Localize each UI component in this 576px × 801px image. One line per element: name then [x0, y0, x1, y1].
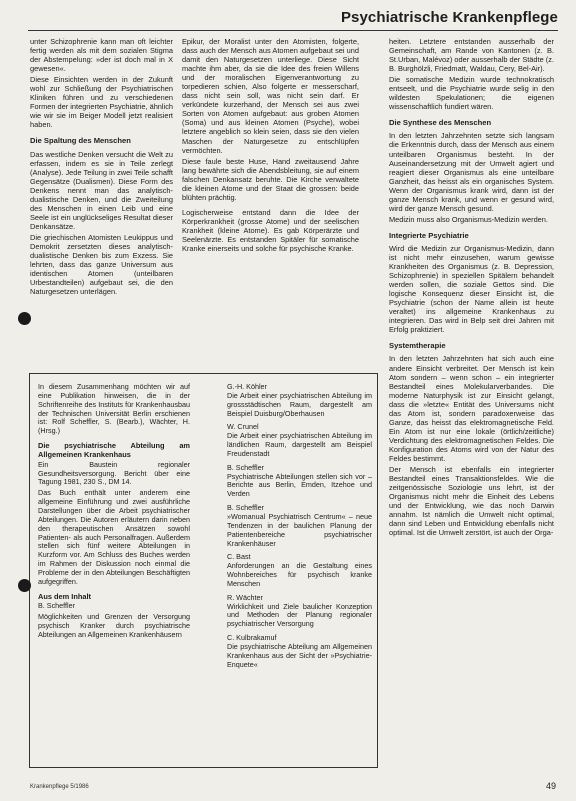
column-1	[30, 37, 173, 355]
book-description: Das Buch enthält unter anderem eine allgemeine Einführung und zwei ausführliche Darstellungen über die Arbeit psychiatrischer Abteilungen. Die Autoren erläutern darin neben den therapeutischen Ansätzen sowohl Patienten- als auch Personalfragen. Außerdem stellen sich fünf weitere Abteilungen in Kurzform vor. Am Schluss des Buches werden im Rahmen der Diskussion noch einmal die Probleme der in den Abteilungen Beschäftigten aufgegriffen.	[38, 488, 190, 586]
box-right-column	[227, 383, 372, 759]
contents-entry	[227, 464, 372, 499]
entry-author: C. Kulbrakamuf	[227, 633, 277, 643]
paragraph: In den letzten Jahrzehnten hat sich auch eine andere Einsicht verbreitet. Der Mensch ist kein Atom sondern – wenn schon – ein integrierter Bestandteil eines Molekularverbandes. Die moderne Naturphysik ist zur Einsicht gelangt, dass die »letzte« Entität des Universums nicht das Atom ist, sondern paradoxerweise das Ganze, das heisst das elektromagnetische Feld. Ein Atom ist nur eine lokale (örtlich/zeitliche) Verdichtung des elektromagnetischen Feldes. Die Konfiguration des Atoms wird von der Natur des Feldes bestimmt.	[389, 354, 554, 463]
section-title: Psychiatrische Krankenpflege	[340, 9, 558, 26]
box-intro: In diesem Zusammenhang möchten wir auf eine Publikation hinweisen, die in der Schriftenreihe des Instituts für Krankenhausbau der Technischen Universität Berlin erschienen ist: Rolf Scheffler, S. (Bearb.), Wächter, H. (Hrsg.)	[38, 383, 190, 436]
binder-hole	[18, 312, 31, 325]
contents-entry	[227, 553, 372, 588]
contents-title: Möglichkeiten und Grenzen der Versorgung psychisch Kranker durch psychiatrische Abteilungen an Allgemeinen Krankenhäusern	[38, 612, 190, 639]
paragraph: Logischerweise entstand dann die Idee der Körperkrankheit (grosse Atome) und der seelischen Krankheit (kleine Atome). Es gab Körperärzte und Seelenärzte. Es entstanden Spitäler für somatische Kranke einerseits und solche für psychische Kranke.	[182, 207, 359, 254]
entry-title: Die Arbeit einer psychiatrischen Abteilung im ländlichen Raum, dargestellt am Beispiel Freudenstadt	[227, 431, 372, 458]
paragraph: In den letzten Jahrzehnten setzte sich langsam die Erkenntnis durch, dass der Mensch aus einem unteilbaren Organismus besteht. In der Auseinandersetzung mit der Umwelt agiert und reagiert dieser Organismus als eine unteilbare Ganzheit, das heisst als ein organisches System. Wenn der Organismus krank wird, dann ist der ganze Mensch krank, und wenn er gesund wird, wird der ganze Mensch gesund.	[389, 131, 554, 213]
entry-author: G.-H. Köhler	[227, 383, 267, 391]
contents-entry	[227, 504, 372, 548]
paragraph: Diese faule beste Huse, Hand zweitausend Jahre lang bewährte sich die Abendsbleitung, sie auf einem falschen Denkansatz beruhte. Die Kirche verwaltete die kleinen Atome und der Staat die grossen: beide blühten prächtig.	[182, 156, 359, 202]
paragraph: heiten. Letztere entstanden ausserhalb der Gemeinschaft, am Rande von Kantonen (z. B. St.Urban, Malévoz) oder ausserhalb der Städte (z. B. Burghölzli, Friedmatt, Waldau, Cery, Bel-Air).	[389, 37, 554, 74]
binder-hole	[18, 579, 31, 592]
publication-box	[29, 373, 378, 768]
paragraph: Die griechischen Atomisten Leukippus und Demokrit zersetzten dieses analytisch-dualistische Denken bis zum Exzess. Sie lehrten, dass das ganze Universum aus identischen Atomen (unteilbaren Urbestandteilen) aufgebaut sei, die den Naturgesetzen unterlägen.	[30, 232, 173, 297]
entry-title: Wirklichkeit und Ziele baulicher Konzeption und Methoden der Planung regionaler psychiatrischer Versorgung	[227, 601, 372, 629]
entry-author: C. Bast	[227, 552, 251, 562]
paragraph: Diese Einsichten werden in der Zukunft wohl zur Schließung der Psychiatrischen Kliniken führen und zu verschiedenen Formen der integrierten Psychiatrie, ähnlich wie wir sie im Beiger Modell jetzt realisiert haben.	[30, 75, 173, 130]
paragraph: unter Schizophrenie kann man oft leichter fertig werden als mit dem sozialen Stigma der Abstempelung: »der ist doch mal in X gewesen«.	[30, 37, 173, 74]
subheading-spaltung: Die Spaltung des Menschen	[30, 136, 131, 146]
column-3	[389, 37, 554, 777]
entry-author: W. Crunel	[227, 422, 259, 432]
entry-author: B. Scheffler	[227, 503, 265, 513]
entry-title: Die Arbeit einer psychiatrischen Abteilung im grossstädtischen Raum, dargestellt am Beispiel Duisburg/Oberhausen	[227, 390, 372, 418]
box-left-column	[38, 383, 190, 759]
paragraph: Das westliche Denken versucht die Welt zu erfassen, indem es sie in Teile zerlegt (Analyse). Jede Teilung in zwei Teile schafft Gegensätze (Dualismen). Diese Form des Denkens nennt man das analytisch-dualistische Denken, und die Zweiteilung des Menschen in einen Leib und eine Seele ist ein unglückseliges Resultat dieser Denkansätze.	[30, 149, 173, 231]
entry-title: Anforderungen an die Gestaltung eines Wohnbereiches für psychisch kranke Menschen	[227, 561, 372, 588]
paragraph: Medizin muss also Organismus-Medizin werden.	[389, 214, 548, 224]
page-number: 49	[545, 781, 556, 791]
contents-entry	[227, 423, 372, 458]
book-details: Ein Baustein regionaler Gesundheitsversorgung. Bericht über eine Tagung 1981, 230 S., DM 14.	[38, 459, 190, 487]
contents-entry	[227, 383, 372, 418]
book-title: Die psychiatrische Abteilung am Allgemeinen Krankenhaus	[38, 441, 190, 459]
contents-entry	[227, 634, 372, 669]
paragraph: Epikur, der Moralist unter den Atomisten, folgerte, dass auch der Mensch aus Atomen aufgebaut sei und damit den Naturgesetzen unterliege. Diese Sicht machte ihm aber, da sie die Idee des freien Willens und der moralischen Eigenverantwortung zu torpedieren schien, Also folgerte er messerscharf, dass nicht sein soll, was nicht sein darf. Er verkündete kurzerhand, der Mensch sei aus zwei Sorten von Atomen aufgebaut: aus groben Atomen (Soma) und aus kleinen Atomen (Psyche), wobei letztere angeblich so klein seien, dass sie den vielen Maschen der Naturgesetze zu entschlüpfen vermöchten.	[182, 37, 359, 155]
paragraph: Wird die Medizin zur Organismus-Medizin, dann ist nicht mehr einzusehen, warum gewisse Krankheiten des Organismus (z. B. Depression, Schizophrenie) in speziellen Spitälern behandelt werden sollen, die soziale Gettos sind. Die logische Konsequenz dieser Einsicht ist, die Psychiatrie (schon der Name allein ist heute veraltet) ins allgemeine Krankenhaus zu integrieren. Das wird in Belp seit drei Jahren mit Erfolg praktiziert.	[389, 243, 554, 335]
subheading-systemtherapie: Systemtherapie	[389, 341, 446, 351]
footer-issue: Krankenpflege 5/1986	[30, 784, 89, 790]
header-rule	[28, 30, 558, 31]
entry-title: Die psychiatrische Abteilung am Allgemeinen Krankenhaus aus der Sicht der »Psychiatrie-Enquete«	[227, 641, 372, 669]
paragraph: Der Mensch ist ebenfalls ein integrierter Bestandteil eines Transaktionsfeldes. Wie die zeitgenössische Soziologie uns lehrt, ist der Organismus nicht mehr die Einheit des Lebens und der Entwicklung, wie das noch Darwin annahm. Ist nämlich die Umwelt nicht optimal, dann sind Leben und Entwicklung ebenfalls nicht optimal. Ist die Umwelt zerstört, ist auch der Orga-	[389, 465, 554, 538]
paragraph: Die somatische Medizin wurde technokratisch entseelt, und die Psychiatrie wurde selig in den wildesten Spekulationen; die eigenen wissenschaftlich fundiert wären.	[389, 75, 554, 112]
entry-title: »Womanual Psychiatrisch Centrum« – neue Tendenzen in der baulichen Planung der Patientenbereiche psychiatrischer Krankenhäuser	[227, 511, 372, 548]
contents-heading: Aus dem Inhalt	[38, 591, 91, 601]
subheading-synthese: Die Synthese des Menschen	[389, 118, 492, 128]
column-2	[182, 37, 359, 367]
contents-author: B. Scheffler	[38, 601, 76, 611]
entry-title: Psychiatrische Abteilungen stellen sich vor – Berichte aus Berlin, Emden, Itzehoe und Verden	[227, 471, 372, 499]
contents-entry	[227, 594, 372, 629]
entry-author: B. Scheffler	[227, 462, 265, 472]
subheading-integrierte-psychiatrie: Integrierte Psychiatrie	[389, 230, 469, 240]
entry-author: R. Wächter	[227, 592, 263, 602]
